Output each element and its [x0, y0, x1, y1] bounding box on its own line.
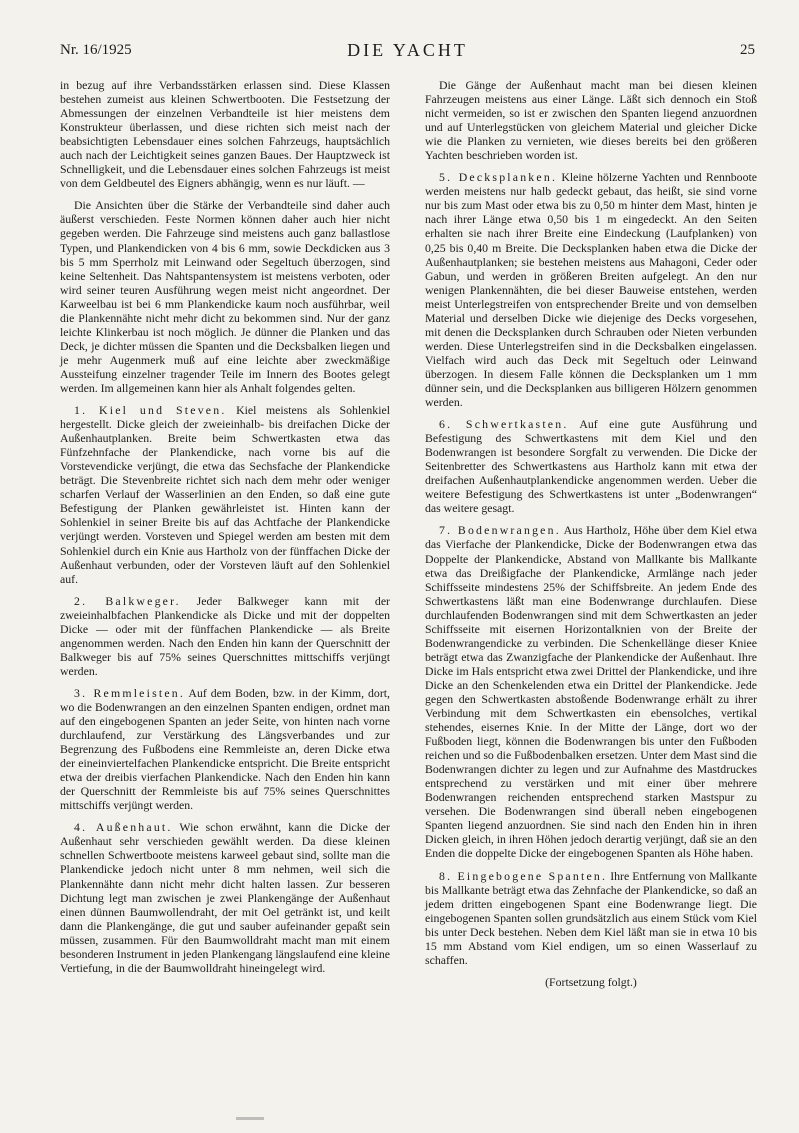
- section-remmleisten: [60, 686, 390, 812]
- section-text: Kiel meistens als Sohlenkiel hergestellt. Dicke gleich der zweieinhalb- bis dreifachen Dicke der Außenhautplanken. Breite beim Schwertkasten etwa das Fünfzehnfache der Plankendicke, nach vorne bis auf die Vorstevendicke verjüngt, die etwa das Sechsfache der Plankendicke beträgt. Die Stevenbreite richtet sich nach dem mehr oder weniger scharfen Verlauf der Wasserlinien an den Enden, so daß eine gute Befestigung der Planken gewährleistet ist. Hinten kann der Sohlenkiel in seiner Breite bis auf das Achtfache der Plankendicke verjüngt werden. Vorsteven und Spiegel werden am besten mit dem Sohlenkiel durch ein Knie aus Hartholz von der fünffachen Dicke der Außenhaut verbunden, oder der Vorsteven läuft auf den Sohlenkiel auf.: [60, 403, 390, 586]
- paragraph: Die Ansichten über die Stärke der Verbandteile sind daher auch äußerst verschieden. Feste Normen können daher auch hier nicht gegeben werden. Die Fahrzeuge sind meistens auch ganz ballastlose Typen, und Plankendicken von 4 bis 6 mm, sowie Deckdicken aus 3 bis 5 mm Sperrholz mit Leinwand oder Segeltuch überzogen, sind keine Seltenheit. Das Nahtspantensystem ist meistens verboten, oder wird seiner teuren Ausführung wegen meist nicht angeordnet. Der Karweelbau ist bei 6 mm Plankendicke kaum noch ausführbar, weil die Plankennähte nicht mehr dicht zu bekommen sind. Nur der ganz leichte Klinkerbau ist noch möglich. Je dünner die Planken und das Deck, je dichter müssen die Spanten und die Decksbalken liegen und je mehr Augenmerk muß auf eine leichte aber zweckmäßige Aussteifung einzelner tragender Teile im Innern des Bootes gelegt werden. Im allgemeinen kann hier als Anhalt folgendes gelten.: [60, 198, 390, 395]
- section-text: Jeder Balkweger kann mit der zweieinhalbfachen Plankendicke als Dicke und mit der doppelten Dicke — oder mit der fünffachen Plankendicke — als Breite angenommen werden. Nach den Enden hin kann der Querschnitt der Balkweger bis auf 75% seines Querschnittes mittschiffs verjüngt werden.: [60, 593, 390, 678]
- section-heading: 4. Außenhaut.: [74, 820, 173, 835]
- scan-mark: [236, 1117, 264, 1120]
- section-balkweger: [60, 594, 390, 678]
- page-number: 25: [740, 42, 755, 58]
- section-heading: 6. Schwertkasten.: [439, 417, 569, 432]
- section-text: Auf eine gute Ausführung und Befestigung des Schwertkastens mit dem Kiel und den Bodenwrangen ist besondere Sorgfalt zu verwenden. Die Dicke der Seitenbretter des Schwertkastens aus Hartholz kann mit etwa der dreifachen Außenhautplankendicke angenommen werden. Ueber die weitere Befestigung des Schwertkastens ist unter „Bodenwrangen“ das weitere gesagt.: [425, 417, 757, 516]
- journal-title: DIE YACHT: [347, 40, 468, 60]
- section-eingebogene-spanten: [425, 869, 757, 967]
- continuation-note: (Fortsetzung folgt.): [545, 974, 637, 989]
- section-bodenwrangen: [425, 523, 757, 860]
- section-kiel-und-steven: [60, 403, 390, 586]
- section-heading: 3. Remmleisten.: [74, 685, 186, 700]
- section-text: Ihre Entfernung von Mallkante bis Mallkante beträgt etwa das Zehnfache der Plankendicke, so daß an jedem dritten eingebogenen Spant eine Bodenwrange liegt. Die eingebogenen Spanten sollen grundsätzlich aus einem Stück vom Kiel bis unter Deck bestehen. Neben dem Kiel läßt man sie in etwa 10 bis 15 mm Abstand vom Kiel endigen, um so einen Wasserlauf zu schaffen.: [425, 868, 757, 967]
- section-schwertkasten: [425, 417, 757, 515]
- section-heading: 1. Kiel und Steven.: [74, 403, 227, 418]
- page-header: [60, 42, 755, 64]
- section-heading: 5. Decksplanken.: [439, 170, 558, 185]
- section-aussenhaut: [60, 820, 390, 975]
- right-column: [425, 78, 757, 997]
- section-heading: 7. Bodenwrangen.: [439, 523, 561, 538]
- section-text: Aus Hartholz, Höhe über dem Kiel etwa das Vierfache der Plankendicke, Dicke der Bodenwrangen etwa das Doppelte der Plankendicke, Abstand von Mallkante bis Mallkante etwa das Dreißigfache der Plankendicke, Armlänge nach jeder Schiffsseite mindestens 25% der Schiffsbreite. An jedem Ende des Schwertkastens läßt man eine Bodenwrange durchlaufen. Diese durchlaufenden Bodenwrangen sind mit dem Schwertkasten an jeder Schiffsseite mit eisernen Horizontalknien von der Breite der Bodenwrangendicke zu verbinden. Die Schenkellänge dieser Kniee beträgt etwa das Zwanzigfache der Plankendicke der Außenhaut. Ihre Dicke im Hals entspricht etwa zwei Drittel der Plankendicke, und ihre Dicke an den Schenkelenden etwa ein Drittel der Plankendicke. Jede gegen den Schwertkasten abstoßende Bodenwrange erhält zu ihrer Verbindung mit dem Schwertkasten ein ebensolches, vertikal stehendes, eisernes Knie. In der Mitte der Länge, dort wo der Fußboden liegt, können die Bodenwrangen bis unter den Fußboden reichen und so die Fußbodenbalken ersetzen. Unter dem Mast sind die Bodenwrangen dichter zu legen und zur Aufnahme des Mastdruckes entsprechend zu verstärken und mit einer über mehrere Bodenwrangen reichenden entsprechend starken Mastspur zu versehen. Die Bodenwrangen sind überall neben eingebogenen Spanten liegend anzuordnen. Sie sind nach den Enden hin in ihren Dicken gleich, in ihren Höhen jedoch derartig verjüngt, daß sie an den Enden die doppelte Dicke der eingebogenen Spanten als Höhe haben.: [425, 523, 757, 861]
- left-column: [60, 78, 390, 983]
- section-text: Wie schon erwähnt, kann die Dicke der Außenhaut sehr verschieden gewählt werden. Da diese kleinen schnellen Schwertboote meistens karweel gebaut sind, sollte man die Plankendicke jedoch nicht unter 8 mm nehmen, weil sich die Plankennähte dann nicht mehr dicht halten lassen. Zur besseren Dichtung legt man zwischen je zwei Plankengänge der Außenhaut einen dünnen Baumwollendraht, der mit Oel getränkt ist, und keilt dann die Plankengänge, die gut und sauber aufeinander gepaßt sein müssen, zusammen. Für den Baumwolldraht macht man mit einem besonderen Instrument in jeden Plankengang längslaufend eine kleine Vertiefung, in die der Baumwolldraht hineingelegt wird.: [60, 820, 390, 975]
- section-heading: 2. Balkweger.: [74, 593, 181, 608]
- paragraph: in bezug auf ihre Verbandsstärken erlassen sind. Diese Klassen bestehen zumeist aus kleinen Schwertbooten. Die Festsetzung der Abmessungen der einzelnen Verbandteile ist hier meistens dem Konstrukteur überlassen, und diese richten sich meist nach der beabsichtigten Lebensdauer eines solchen Fahrzeugs, hauptsächlich auch nach der Leichtigkeit seines ganzen Baues. Der Hauptzweck ist Schnelligkeit, und die Lebensdauer eines solchen Fahrzeugs ist meist von dem Geldbeutel des Eigners abhängig, wenn es nur läuft. —: [60, 78, 390, 191]
- section-decksplanken: [425, 170, 757, 409]
- section-heading: 8. Eingebogene Spanten.: [439, 868, 608, 883]
- issue-number: Nr. 16/1925: [60, 42, 132, 58]
- section-text: Auf dem Boden, bzw. in der Kimm, dort, wo die Bodenwrangen an den einzelnen Spanten endigen, ordnet man auf den eingebogenen Spanten an jeder Seite, von hinten nach vorne durchlaufend, zur Verstärkung des Längsverbandes und zur Begrenzung des Fußbodens eine Remmleiste an, deren Dicke etwa der eineinviertelfachen Plankendicke entspricht. Die Breite entspricht etwa der dreibis vierfachen Plankendicke. Nach den Enden hin kann der Querschnitt der Remmleiste bis auf 75% seines Querschnittes mittschiffs verjüngt werden.: [60, 685, 390, 813]
- paragraph: Die Gänge der Außenhaut macht man bei diesen kleinen Fahrzeugen meistens aus einer Länge. Läßt sich dennoch ein Stoß nicht vermeiden, so ist er zwischen den Spanten liegend anzuordnen und auf Unterlegstücken von gleichem Material und gleicher Dicke wie die Planken zu vernieten, wie dieses bereits bei den größeren Yachten beschrieben worden ist.: [425, 78, 757, 163]
- section-text: Kleine hölzerne Yachten und Rennboote werden meistens nur halb gedeckt gebaut, das heißt, sie sind vorne nur bis zum Mast oder etwa bis zu 0,50 m hinter dem Mast, hinten je nach ihrer Länge etwa 0,50 bis 1 m eingedeckt. An den Seiten erhalten sie nach ihrer Breite eine Eindeckung (Laufplanken) von 0,25 bis 0,40 m Breite. Die Decksplanken haben etwa die Dicke der Außenhautplanken; sie bestehen meistens aus Mahagoni, Ceder oder Gabun, und werden in größeren Breiten aufgelegt. An den nur wenigen Plankennähten, die bei dieser Bauweise entstehen, werden meist Unterlegstreifen von entsprechender Breite und von demselben Material und derselben Dicke wie diejenige des Decks vorgesehen, mit denen die Decksplanken durch Schrauben oder Nieten verbunden werden. Diese Unterlegstreifen sind in die Decksbalken eingelassen. Vielfach wird auch das Deck mit Segeltuch oder Leinwand überzogen. In diesem Falle können die Decksplanken um 1 mm dünner sein, und die Decksplanken aus billigeren Hölzern genommen werden.: [425, 170, 757, 410]
